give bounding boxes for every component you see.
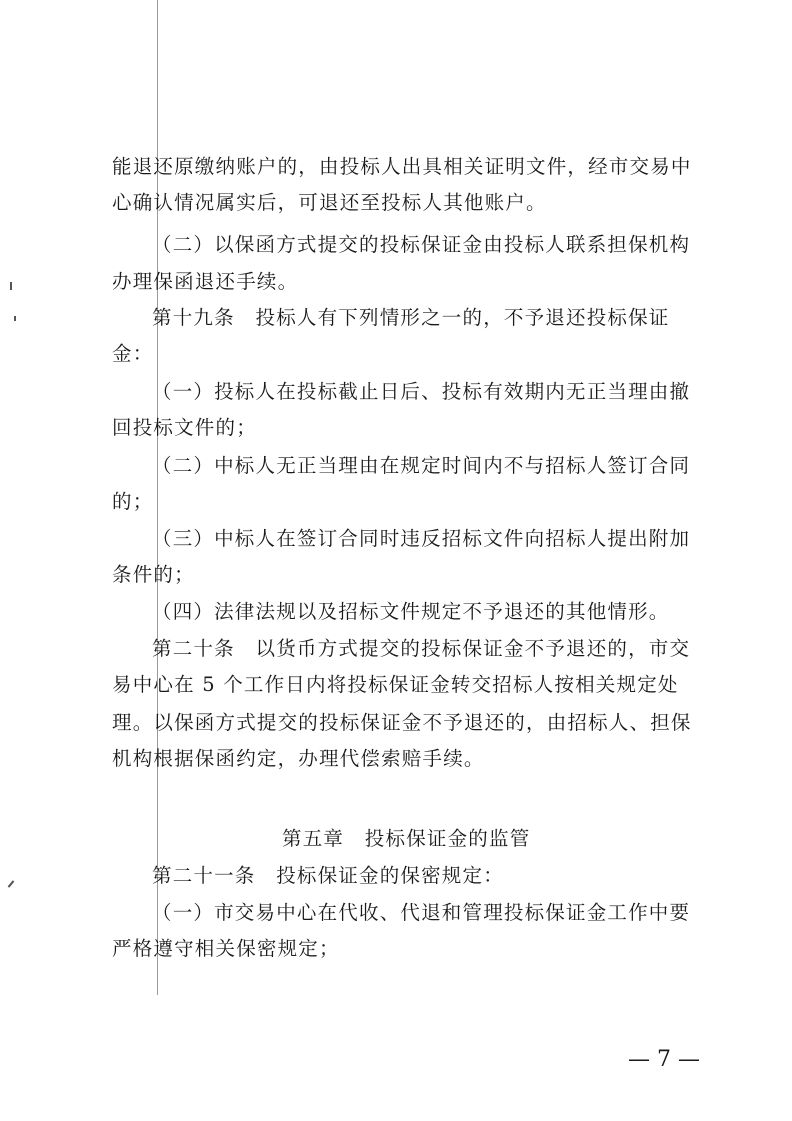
paragraph-line: 心确认情况属实后，可退还至投标人其他账户。 [112,191,547,214]
paragraph-line: （四）法律法规以及招标文件规定不予退还的其他情形。 [152,600,670,623]
article-19-line: 第十九条 投标人有下列情形之一的，不予退还投标保证 [152,306,670,329]
paragraph-line: （二）中标人无正当理由在规定时间内不与招标人签订合同 [152,454,691,477]
paragraph-line: 理。以保函方式提交的投标保证金不予退还的，由招标人、担保 [112,711,692,734]
chapter-heading: 第五章 投标保证金的监管 [282,827,531,850]
page-number: — 7 — [628,1047,700,1072]
paragraph-line: （一）投标人在投标截止日后、投标有效期内无正当理由撤 [152,380,691,403]
paragraph-line: 易中心在 5 个工作日内将投标保证金转交招标人按相关规定处 [112,673,679,696]
scan-fold-line [157,0,158,995]
paragraph-line: 条件的； [112,563,195,586]
paragraph-line: 能退还原缴纳账户的，由投标人出具相关证明文件，经市交易中 [112,155,692,178]
paragraph-line: 回投标文件的； [112,416,257,439]
scan-mark [14,316,16,321]
scan-mark [8,880,15,887]
paragraph-line: 严格遵守相关保密规定； [112,937,340,960]
paragraph-line: 的； [112,490,154,513]
paragraph-line: （二）以保函方式提交的投标保证金由投标人联系担保机构 [152,233,691,256]
paragraph-line: 金： [112,342,154,365]
scan-mark [10,282,12,290]
article-20-line: 第二十条 以货币方式提交的投标保证金不予退还的，市交 [152,637,691,660]
paragraph-line: （一）市交易中心在代收、代退和管理投标保证金工作中要 [152,901,691,924]
paragraph-line: 机构根据保函约定，办理代偿索赔手续。 [112,747,485,770]
article-21-line: 第二十一条 投标保证金的保密规定： [152,864,504,887]
paragraph-line: 办理保函退还手续。 [112,270,299,293]
paragraph-line: （三）中标人在签订合同时违反招标文件向招标人提出附加 [152,527,691,550]
